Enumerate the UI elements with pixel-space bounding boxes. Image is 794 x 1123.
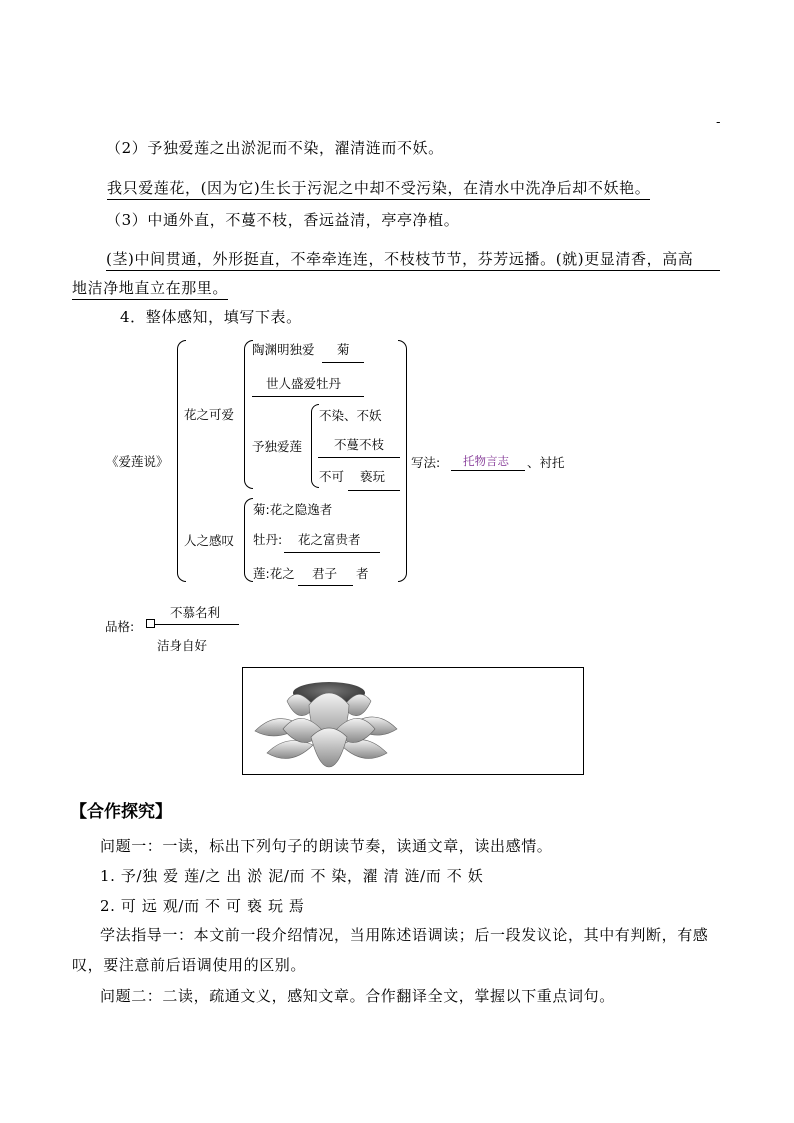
- pinge-divider: [154, 624, 239, 625]
- pinge-top: 不慕名利: [170, 605, 221, 620]
- lian-prefix: 莲:花之: [253, 566, 295, 581]
- xiefa-line: [451, 470, 525, 471]
- lian-line: [298, 585, 353, 586]
- yu-item3-answer: 亵玩: [360, 469, 386, 484]
- tao-answer: 菊: [337, 342, 350, 357]
- shiren-label: 世人盛爱牡丹: [266, 376, 342, 391]
- tao-label: 陶渊明独爱: [252, 342, 315, 357]
- xiefa-label: 写法:: [411, 455, 441, 470]
- pinge-label: 品格:: [105, 619, 135, 634]
- q3-translation-line1: (茎)中间贯通，外形挺直，不牵牵连连，不枝枝节节，芬芳远播。(就)更显清香，高高: [106, 248, 720, 271]
- sigh-brace: [244, 498, 253, 582]
- branch-flower: 花之可爱: [184, 407, 235, 422]
- yu-item1: 不染、不妖: [319, 408, 382, 423]
- yu-label: 予独爱莲: [252, 439, 303, 454]
- yu-item2: 不蔓不枝: [334, 437, 385, 452]
- item4-instruction: 4．整体感知，填写下表。: [120, 308, 302, 326]
- mudan-line: [284, 552, 380, 553]
- question2: 问题二：二读，疏通文义，感知文章。合作翻译全文，掌握以下重点词句。: [100, 987, 615, 1005]
- yu-brace: [311, 404, 319, 488]
- question1: 问题一：一读，标出下列句子的朗读节奏，读通文章，读出感情。: [100, 837, 553, 855]
- right-brace: [398, 340, 407, 582]
- mudan-answer: 花之富贵者: [298, 532, 361, 547]
- tao-answer-line: [322, 362, 364, 363]
- pinge-bottom: 洁身自好: [157, 638, 208, 653]
- q3-sentence: （3）中通外直，不蔓不枝，香远益清，亭亭净植。: [106, 211, 460, 229]
- mudan-prefix: 牡丹:: [253, 532, 283, 547]
- diagram-root: 《爱莲说》: [106, 454, 169, 469]
- lotus-flower-image: [247, 671, 407, 771]
- lotus-image-frame: [242, 667, 584, 775]
- q2-sentence: （2）予独爱莲之出淤泥而不染，濯清涟而不妖。: [106, 139, 444, 157]
- xiefa-suffix: 、衬托: [527, 455, 565, 470]
- xiefa-answer: 托物言志: [463, 454, 509, 468]
- ju-text: 菊:花之隐逸者: [253, 502, 333, 517]
- lian-suffix: 者: [356, 566, 369, 581]
- reading-example-1: 1. 予/独 爱 莲/之 出 淤 泥/而 不 染，濯 清 涟/而 不 妖: [100, 867, 484, 885]
- reading-example-2: 2. 可 远 观/而 不 可 亵 玩 焉: [100, 897, 305, 915]
- flower-brace: [244, 340, 253, 489]
- yu-item3-line: [348, 490, 400, 491]
- section-title: 【合作探究】: [70, 802, 172, 822]
- page-mark: -: [716, 114, 721, 129]
- guide1-line1: 学法指导一：本文前一段介绍情况，当用陈述语调读；后一段发议论，其中有判断，有感: [100, 926, 709, 944]
- shiren-line: [252, 396, 364, 397]
- q2-translation: 我只爱莲花，(因为它)生长于污泥之中却不受污染，在清水中洗净后却不妖艳。: [107, 177, 650, 200]
- q3-translation-line2: 地洁净地直立在那里。: [72, 277, 228, 300]
- yu-item2-line: [318, 457, 400, 458]
- lian-answer: 君子: [312, 566, 338, 581]
- guide1-line2: 叹，要注意前后语调使用的区别。: [72, 956, 307, 974]
- branch-sigh: 人之感叹: [184, 533, 235, 548]
- yu-item3-prefix: 不可: [319, 469, 345, 484]
